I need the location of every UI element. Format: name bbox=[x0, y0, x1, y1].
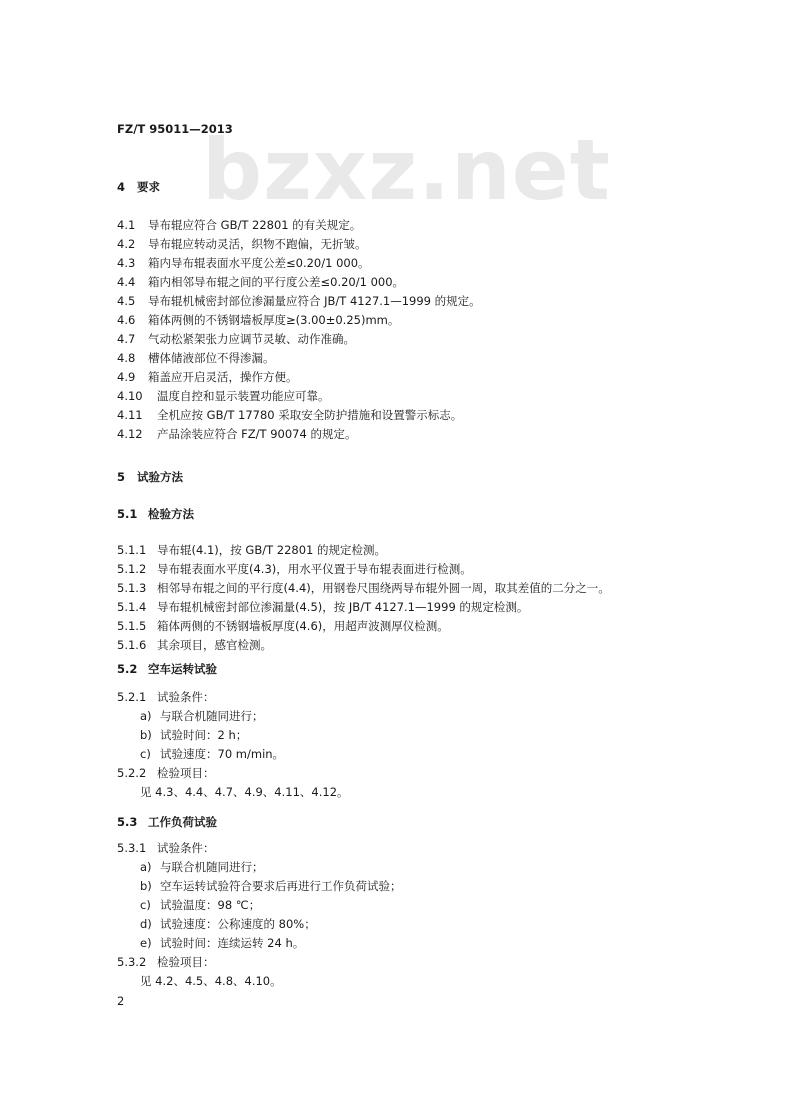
clause-number: 5 bbox=[117, 470, 126, 484]
clause-number: 4.10 bbox=[117, 389, 143, 403]
clause-line bbox=[117, 562, 472, 576]
list-item bbox=[140, 728, 247, 742]
clause-text: 试验温度：98 ℃； bbox=[160, 898, 261, 912]
clause-text: 箱体两侧的不锈钢墙板厚度(4.6)，用超声波测厚仪检测。 bbox=[157, 619, 449, 633]
clause-text: 试验时间：2 h； bbox=[160, 728, 248, 742]
clause-line bbox=[117, 370, 298, 384]
clause-line bbox=[117, 218, 361, 232]
clause-number: 4.2 bbox=[117, 237, 136, 251]
clause-number: 5.1.4 bbox=[117, 600, 147, 614]
clause-number: 5.1.2 bbox=[117, 562, 147, 576]
clause-line bbox=[117, 600, 528, 614]
clause-text: 与联合机随同进行； bbox=[160, 709, 264, 723]
clause-text: 见 4.2、4.5、4.8、4.10。 bbox=[140, 974, 282, 988]
clause-text: 相邻导布辊之间的平行度(4.4)，用钢卷尺围绕两导布辊外圆一周，取其差值的二分之一。 bbox=[157, 581, 610, 595]
clause-number: 4.1 bbox=[117, 218, 136, 232]
clause-text: 导布辊应符合 GB/T 22801 的有关规定。 bbox=[148, 218, 362, 232]
clause-line bbox=[117, 332, 355, 346]
clause-line bbox=[117, 543, 386, 557]
clause-line bbox=[117, 619, 449, 633]
clause-text: 导布辊机械密封部位渗漏量(4.5)，按 JB/T 4127.1—1999 的规定检测。 bbox=[157, 600, 529, 614]
clause-text: 试验速度：公称速度的 80%； bbox=[160, 917, 316, 931]
clause-text: 导布辊应转动灵活，织物不跑偏，无折皱。 bbox=[148, 237, 367, 251]
clause-text: 见 4.3、4.4、4.7、4.9、4.11、4.12。 bbox=[140, 785, 349, 799]
clause-number: 4.6 bbox=[117, 313, 136, 327]
clause-text: 检验方法 bbox=[148, 507, 194, 521]
clause-text: 槽体储液部位不得渗漏。 bbox=[148, 351, 275, 365]
list-item bbox=[140, 898, 260, 912]
clause-number: 5.3.2 bbox=[117, 955, 147, 969]
clause-number: 5.2.2 bbox=[117, 766, 147, 780]
clause-number: c) bbox=[140, 747, 151, 761]
clause-text: 温度自控和显示装置功能应可靠。 bbox=[157, 389, 330, 403]
clause-number: 5.3 bbox=[117, 815, 138, 829]
clause-line bbox=[117, 351, 275, 365]
clause-number: b) bbox=[140, 879, 152, 893]
clause-line bbox=[117, 237, 367, 251]
clause-text: 箱内相邻导布辊之间的平行度公差≤0.20/1 000。 bbox=[148, 275, 405, 289]
section-heading bbox=[117, 180, 160, 194]
list-item bbox=[140, 917, 316, 931]
clause-line bbox=[140, 974, 282, 988]
clause-line bbox=[117, 841, 215, 855]
standard-number-header: FZ/T 95011—2013 bbox=[117, 122, 233, 136]
clause-number: b) bbox=[140, 728, 152, 742]
clause-number: 4.12 bbox=[117, 427, 143, 441]
clause-text: 试验时间：连续运转 24 h。 bbox=[160, 936, 305, 950]
clause-number: e) bbox=[140, 936, 152, 950]
clause-text: 导布辊(4.1)，按 GB/T 22801 的规定检测。 bbox=[157, 543, 387, 557]
clause-line bbox=[117, 766, 215, 780]
clause-number: 5.1 bbox=[117, 507, 138, 521]
clause-line bbox=[117, 313, 399, 327]
clause-number: 4.8 bbox=[117, 351, 136, 365]
clause-line bbox=[140, 785, 349, 799]
clause-number: 5.2.1 bbox=[117, 690, 147, 704]
clause-line bbox=[117, 389, 330, 403]
clause-number: 4.11 bbox=[117, 408, 143, 422]
clause-text: 导布辊机械密封部位渗漏量应符合 JB/T 4127.1—1999 的规定。 bbox=[148, 294, 481, 308]
clause-number: 5.2 bbox=[117, 662, 138, 676]
clause-number: a) bbox=[140, 709, 152, 723]
section-heading bbox=[117, 662, 217, 676]
clause-text: 试验条件： bbox=[157, 841, 215, 855]
clause-text: 空车运转试验 bbox=[148, 662, 217, 676]
section-heading bbox=[117, 507, 194, 521]
clause-text: 检验项目： bbox=[157, 955, 215, 969]
clause-text: 箱体两侧的不锈钢墙板厚度≥(3.00±0.25)mm。 bbox=[148, 313, 400, 327]
clause-text: 气动松紧架张力应调节灵敏、动作准确。 bbox=[148, 332, 355, 346]
list-item bbox=[140, 709, 264, 723]
list-item bbox=[140, 747, 284, 761]
clause-line bbox=[117, 275, 404, 289]
clause-line bbox=[117, 427, 356, 441]
clause-line bbox=[117, 408, 462, 422]
clause-text: 全机应按 GB/T 17780 采取安全防护措施和设置警示标志。 bbox=[157, 408, 463, 422]
clause-text: 其余项目，感官检测。 bbox=[157, 638, 272, 652]
clause-number: 5.1.5 bbox=[117, 619, 147, 633]
clause-number: c) bbox=[140, 898, 151, 912]
section-heading bbox=[117, 815, 217, 829]
clause-text: 箱盖应开启灵活，操作方便。 bbox=[148, 370, 298, 384]
clause-text: 要求 bbox=[137, 180, 160, 194]
clause-number: 4.9 bbox=[117, 370, 136, 384]
list-item bbox=[140, 936, 304, 950]
list-item bbox=[140, 860, 264, 874]
clause-number: 5.1.6 bbox=[117, 638, 147, 652]
clause-text: 工作负荷试验 bbox=[148, 815, 217, 829]
clause-text: 试验方法 bbox=[137, 470, 183, 484]
clause-number: 4.4 bbox=[117, 275, 136, 289]
page-number: 2 bbox=[117, 994, 125, 1008]
clause-number: d) bbox=[140, 917, 152, 931]
clause-number: 4.7 bbox=[117, 332, 136, 346]
clause-number: 4.5 bbox=[117, 294, 136, 308]
clause-line bbox=[117, 256, 370, 270]
clause-number: 4.3 bbox=[117, 256, 136, 270]
clause-line bbox=[117, 955, 215, 969]
clause-text: 与联合机随同进行； bbox=[160, 860, 264, 874]
clause-text: 试验条件： bbox=[157, 690, 215, 704]
clause-text: 试验速度：70 m/min。 bbox=[160, 747, 285, 761]
clause-line bbox=[117, 294, 481, 308]
clause-text: 导布辊表面水平度(4.3)，用水平仪置于导布辊表面进行检测。 bbox=[157, 562, 472, 576]
clause-text: 产品涂装应符合 FZ/T 90074 的规定。 bbox=[157, 427, 357, 441]
list-item bbox=[140, 879, 402, 893]
clause-number: 5.3.1 bbox=[117, 841, 147, 855]
clause-number: a) bbox=[140, 860, 152, 874]
section-heading bbox=[117, 470, 183, 484]
clause-line bbox=[117, 581, 610, 595]
watermark: bzxz.net bbox=[202, 121, 611, 219]
clause-number: 5.1.1 bbox=[117, 543, 147, 557]
clause-text: 空车运转试验符合要求后再进行工作负荷试验； bbox=[160, 879, 402, 893]
clause-line bbox=[117, 638, 272, 652]
clause-number: 5.1.3 bbox=[117, 581, 147, 595]
clause-text: 检验项目： bbox=[157, 766, 215, 780]
clause-text: 箱内导布辊表面水平度公差≤0.20/1 000。 bbox=[148, 256, 370, 270]
clause-line bbox=[117, 690, 215, 704]
clause-number: 4 bbox=[117, 180, 126, 194]
